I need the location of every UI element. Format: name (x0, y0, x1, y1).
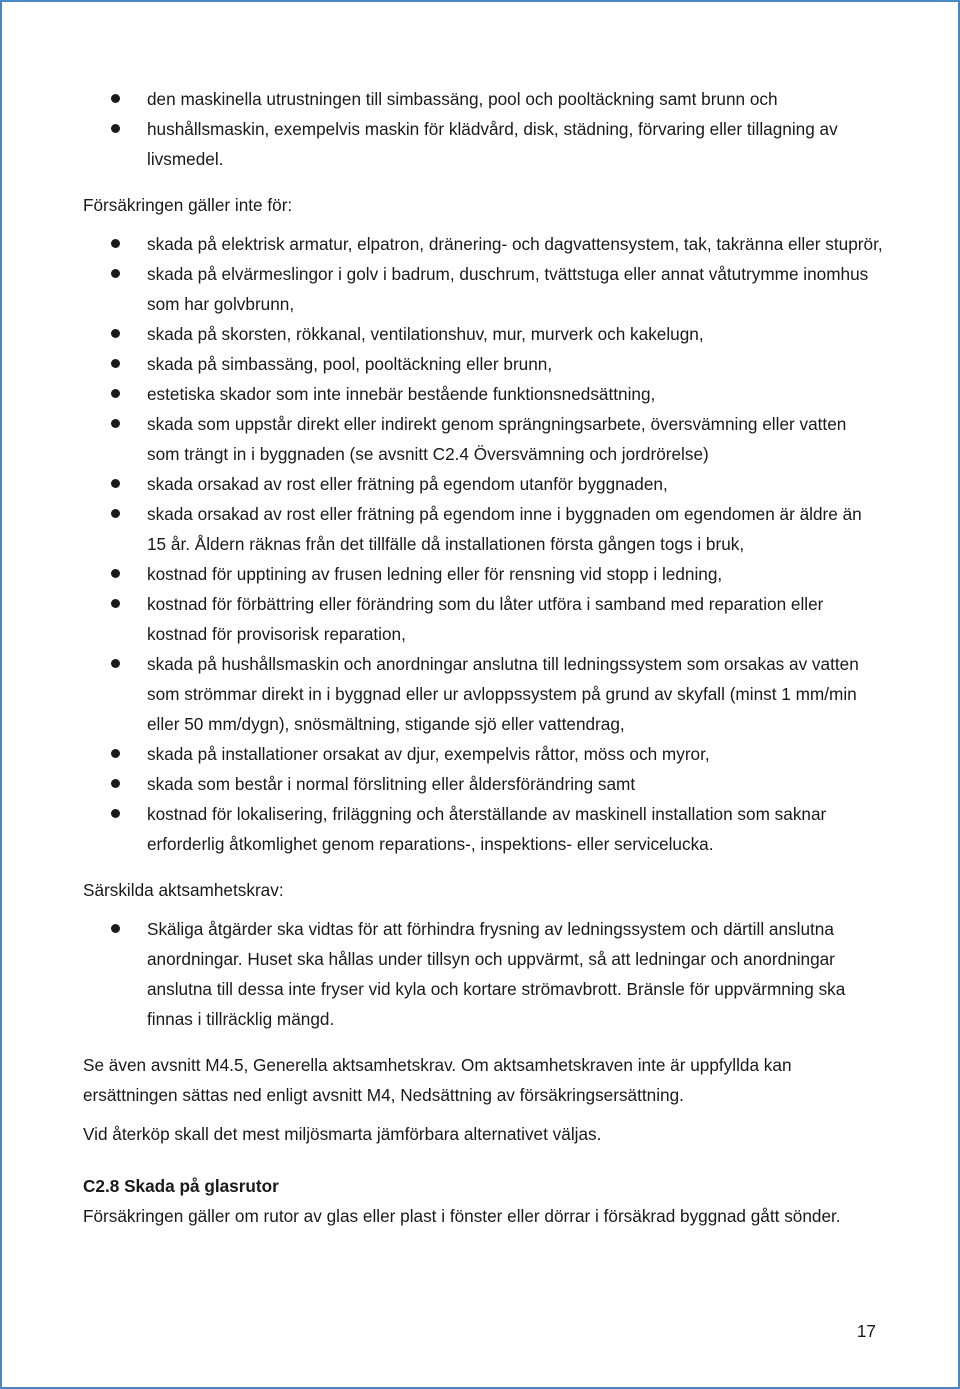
requirements-list (83, 914, 883, 1034)
bullet-icon (111, 239, 120, 248)
page-number: 17 (856, 1321, 876, 1341)
list-item: estetiska skador som inte innebär bestående funktionsnedsättning, (83, 379, 883, 409)
bullet-icon (111, 389, 120, 398)
bullet-list-top (83, 84, 883, 174)
bullet-icon (111, 94, 120, 103)
list-item: kostnad för upptining av frusen ledning eller för rensning vid stopp i ledning, (83, 559, 883, 589)
list-item: skada som består i normal förslitning eller åldersförändring samt (83, 769, 883, 799)
document-body (83, 84, 883, 1231)
list-item: skada på installationer orsakat av djur, exempelvis råttor, möss och myror, (83, 739, 883, 769)
requirements-intro: Särskilda aktsamhetskrav: (83, 880, 284, 900)
list-item: skada orsakad av rost eller frätning på egendom inne i byggnaden om egendomen är äldre än 15 år. Åldern räknas från det tillfälle då installationen första gången togs i bruk, (83, 499, 883, 559)
list-item: kostnad för lokalisering, friläggning och återställande av maskinell installation som saknar erforderlig åtkomlighet genom reparations-, inspektions- eller servicelucka. (83, 799, 883, 859)
list-item: skada på elvärmeslingor i golv i badrum, duschrum, tvättstuga eller annat våtutrymme inomhus som har golvbrunn, (83, 259, 883, 319)
bullet-icon (111, 479, 120, 488)
list-item: kostnad för förbättring eller förändring som du låter utföra i samband med reparation eller kostnad för provisorisk reparation, (83, 589, 883, 649)
list-item: skada som uppstår direkt eller indirekt genom sprängningsarbete, översvämning eller vatten som trängt in i byggnaden (se avsnitt C2.4 Översvämning och jordrörelse) (83, 409, 883, 469)
buyback-paragraph: Vid återköp skall det mest miljösmarta jämförbara alternativet väljas. (83, 1124, 602, 1144)
bullet-icon (111, 419, 120, 428)
bullet-icon (111, 659, 120, 668)
list-item: den maskinella utrustningen till simbassäng, pool och pooltäckning samt brunn och (83, 84, 883, 114)
bullet-icon (111, 569, 120, 578)
bullet-icon (111, 924, 120, 933)
list-item: skada orsakad av rost eller frätning på egendom utanför byggnaden, (83, 469, 883, 499)
list-item: skada på hushållsmaskin och anordningar anslutna till ledningssystem som orsakas av vatten som strömmar direkt in i byggnad eller ur avloppssystem på grund av skyfall (minst 1 mm/min eller 50 mm/dygn), snösmältning, stigande sjö eller vattendrag, (83, 649, 883, 739)
list-item: hushållsmaskin, exempelvis maskin för klädvård, disk, städning, förvaring eller tillagning av livsmedel. (83, 114, 883, 174)
bullet-icon (111, 809, 120, 818)
bullet-icon (111, 599, 120, 608)
see-also-paragraph: Se även avsnitt M4.5, Generella aktsamhetskrav. Om aktsamhetskraven inte är uppfyllda kan ersättningen sättas ned enligt avsnitt M4, Nedsättning av försäkringsersättning. (83, 1055, 792, 1105)
list-item: skada på simbassäng, pool, pooltäckning eller brunn, (83, 349, 883, 379)
list-item: skada på elektrisk armatur, elpatron, dränering- och dagvattensystem, tak, takränna eller stuprör, (83, 229, 883, 259)
section-body: Försäkringen gäller om rutor av glas eller plast i fönster eller dörrar i försäkrad byggnad gått sönder. (83, 1206, 841, 1226)
exclusions-intro: Försäkringen gäller inte för: (83, 195, 293, 215)
bullet-icon (111, 329, 120, 338)
bullet-icon (111, 269, 120, 278)
exclusions-list (83, 229, 883, 859)
bullet-icon (111, 359, 120, 368)
bullet-icon (111, 779, 120, 788)
bullet-icon (111, 509, 120, 518)
list-item: Skäliga åtgärder ska vidtas för att förhindra frysning av ledningssystem och därtill anslutna anordningar. Huset ska hållas under tillsyn och uppvärmt, så att ledningar och anordningar anslutna till dessa inte fryser vid kyla och kortare strömavbrott. Bränsle för uppvärmning ska finnas i tillräcklig mängd. (83, 914, 883, 1034)
bullet-icon (111, 749, 120, 758)
bullet-icon (111, 124, 120, 133)
list-item: skada på skorsten, rökkanal, ventilationshuv, mur, murverk och kakelugn, (83, 319, 883, 349)
section-heading: C2.8 Skada på glasrutor (83, 1176, 279, 1196)
